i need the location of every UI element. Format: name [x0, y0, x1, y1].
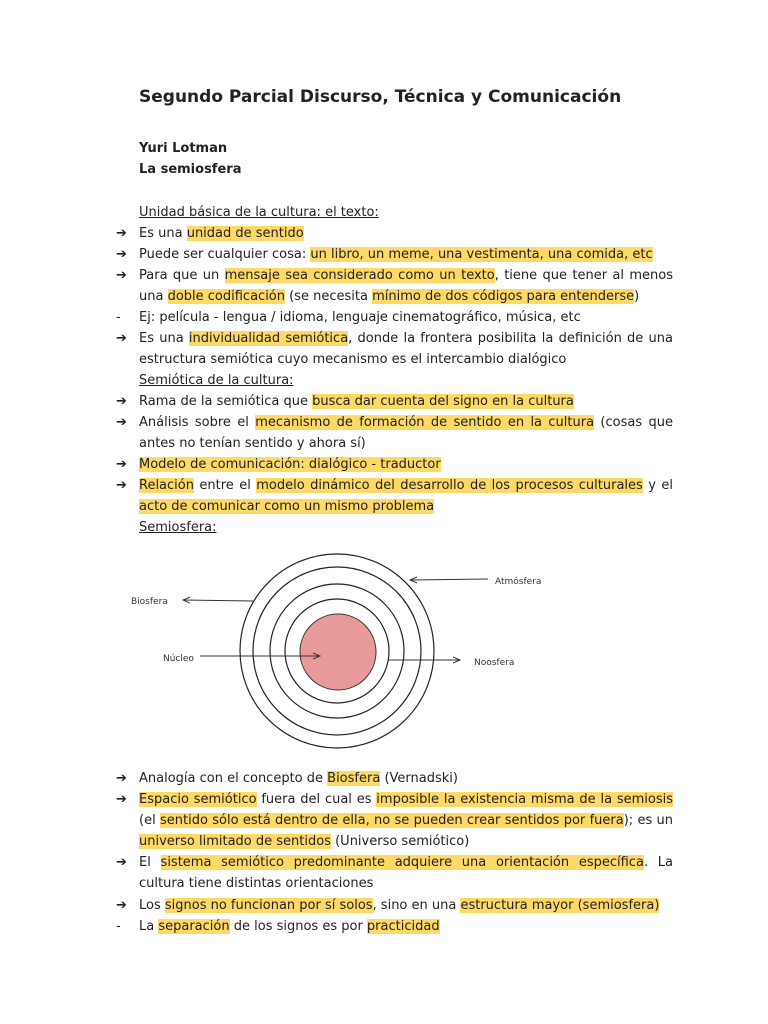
biosfera-label: Biosfera: [131, 597, 168, 607]
arrow-bullet-icon: ➔: [116, 331, 127, 346]
document-subtitle: La semiosfera: [139, 162, 242, 177]
nucleus-circle: [300, 614, 376, 690]
list-item-text: Espacio semiótico fuera del cual es imposible la existencia misma de la semiosis (el sentido sólo está dentro de ella, no se pueden crear sentidos por fuera); es un universo limitado de sentidos (Universo semiótico): [139, 792, 674, 849]
atmosfera-label: Atmósfera: [495, 577, 542, 587]
arrow-bullet-icon: ➔: [116, 415, 127, 430]
highlight: mínimo de dos códigos para entenderse: [372, 289, 635, 304]
list-item-text: Es una individualidad semiótica, donde la frontera posibilita la definición de una estructura semiótica cuyo mecanismo es el intercambio dialógico: [139, 331, 673, 367]
highlight: imposible la existencia misma de la semiosis: [376, 792, 673, 807]
arrow-bullet-icon: ➔: [116, 247, 127, 262]
list-item-text: Ej: película - lengua / idioma, lenguaje cinematográfico, música, etc: [139, 310, 581, 325]
highlight: sentido sólo está dentro de ella, no se pueden crear sentidos por fuera: [160, 813, 624, 828]
arrow-bullet-icon: ➔: [116, 771, 127, 786]
nucleo-label: Núcleo: [163, 654, 194, 664]
arrow-bullet-icon: ➔: [116, 457, 127, 472]
highlight: estructura mayor (semiosfera): [460, 898, 660, 913]
list-item-text: Rama de la semiótica que busca dar cuenta del signo en la cultura: [139, 394, 574, 409]
noosfera-label: Noosfera: [474, 658, 515, 668]
highlight: Espacio semiótico: [139, 792, 257, 807]
dash-bullet: -: [116, 310, 121, 325]
arrow-bullet-icon: ➔: [116, 478, 127, 493]
list-item-text: Relación entre el modelo dinámico del desarrollo de los procesos culturales y el acto de comunicar como un mismo problema: [139, 478, 673, 514]
highlight: Relación: [139, 478, 194, 493]
highlight: practicidad: [366, 919, 440, 934]
author-name: Yuri Lotman: [139, 141, 228, 156]
section-heading-label: Unidad básica de la cultura: el texto:: [139, 205, 379, 220]
list-item-text: La separación de los signos es por practicidad: [139, 919, 440, 934]
highlight: mensaje sea considerado como un texto: [224, 268, 495, 283]
highlight: modelo dinámico del desarrollo de los procesos culturales: [256, 478, 643, 493]
list-item-text: Es una unidad de sentido: [139, 226, 304, 241]
list-item-text: Los signos no funcionan por sí solos, sino en una estructura mayor (semiosfera): [139, 898, 660, 913]
highlight: individualidad semiótica: [188, 331, 349, 346]
list-item-text: [139, 454, 673, 475]
section-heading-label: Semiótica de la cultura:: [139, 373, 294, 388]
highlight: Biosfera: [327, 771, 381, 786]
highlight: sistema semiótico predominante adquiere una orientación específica: [160, 855, 644, 870]
highlight: acto de comunicar como un mismo problema: [139, 499, 435, 514]
highlight: doble codificación: [167, 289, 285, 304]
biosfera-arrow: [183, 600, 253, 601]
list-item-text: El sistema semiótico predominante adquiere una orientación específica. La cultura tiene distintas orientaciones: [139, 855, 673, 891]
highlight: signos no funcionan por sí solos: [164, 898, 373, 913]
highlight: busca dar cuenta del signo en la cultura: [312, 394, 574, 409]
arrow-bullet-icon: ➔: [116, 855, 127, 870]
highlight: universo limitado de sentidos: [139, 834, 331, 849]
list-item-text: Análisis sobre el mecanismo de formación de sentido en la cultura (cosas que antes no tenían sentido y ahora sí): [139, 415, 673, 451]
section-heading-label: Semiosfera:: [139, 520, 217, 535]
list-item-text: Para que un mensaje sea considerado como un texto, tiene que tener al menos una doble codificación (se necesita mínimo de dos códigos para entenderse): [139, 268, 673, 304]
semiosphere-diagram: [0, 540, 768, 755]
atmosfera-arrow: [410, 579, 488, 580]
arrow-bullet-icon: ➔: [116, 394, 127, 409]
arrow-bullet-icon: ➔: [116, 268, 127, 283]
arrow-bullet-icon: ➔: [116, 226, 127, 241]
highlight: separación: [158, 919, 230, 934]
highlight: mecanismo de formación de sentido en la cultura: [255, 415, 595, 430]
list-item-text: Puede ser cualquier cosa: un libro, un meme, una vestimenta, una comida, etc: [139, 247, 653, 262]
page-title: Segundo Parcial Discurso, Técnica y Comunicación: [139, 87, 622, 107]
dash-bullet: -: [116, 919, 121, 934]
arrow-bullet-icon: ➔: [116, 898, 127, 913]
highlight: unidad de sentido: [186, 226, 304, 241]
list-item-text: Analogía con el concepto de Biosfera (Vernadski): [139, 771, 458, 786]
highlight: Modelo de comunicación: dialógico - traductor: [139, 457, 441, 472]
highlight: un libro, un meme, una vestimenta, una comida, etc: [310, 247, 653, 262]
arrow-bullet-icon: ➔: [116, 792, 127, 807]
